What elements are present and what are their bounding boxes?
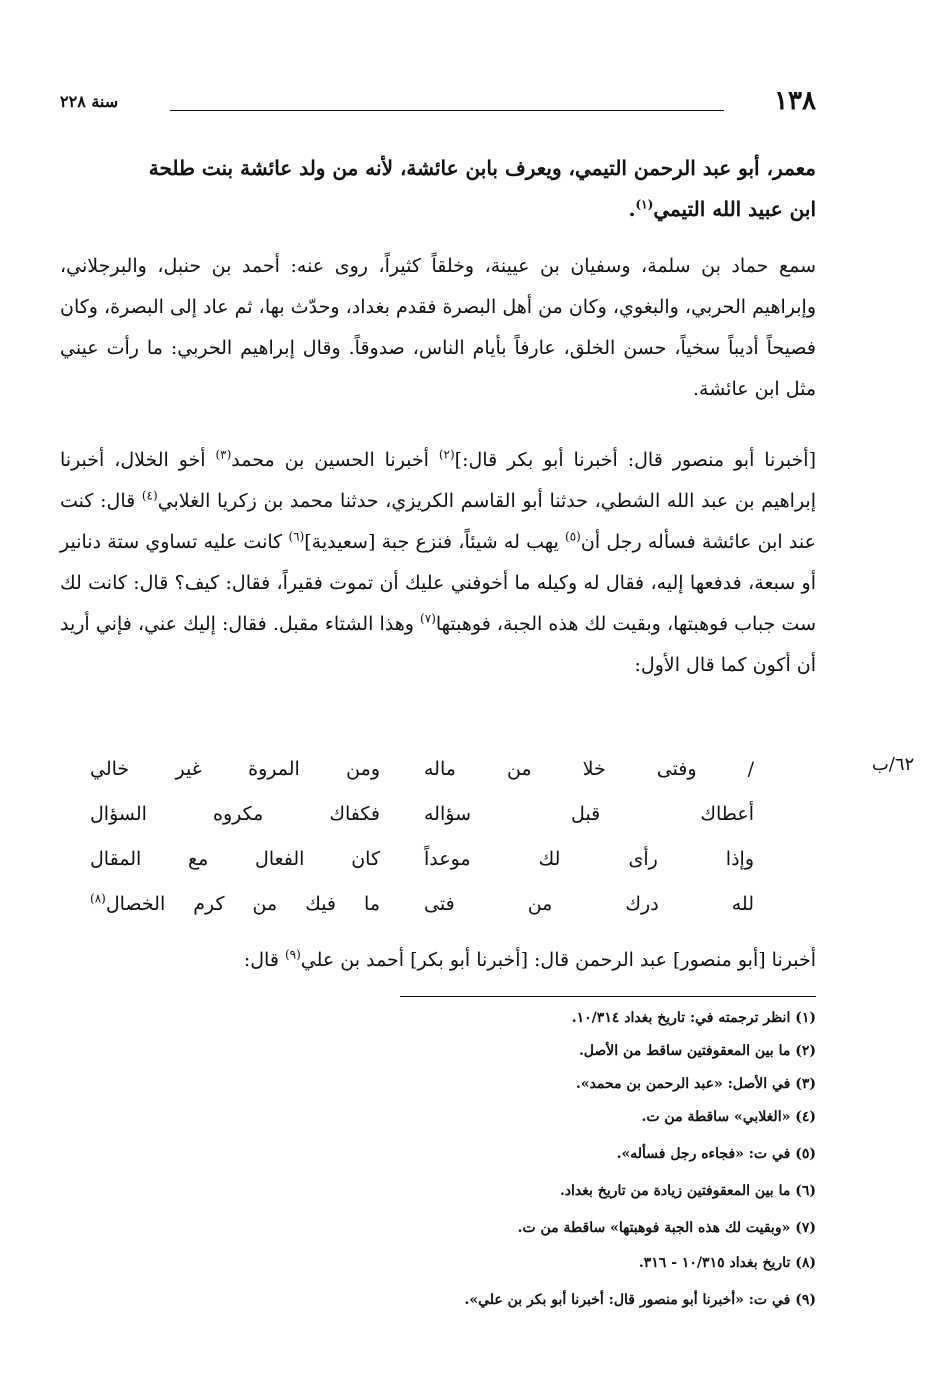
header-rule (170, 110, 724, 111)
verse-hemistich-right: لله درك من فتى (424, 893, 754, 915)
verse-line (90, 758, 754, 798)
footnote-3: (٣) في الأصل: «عبد الرحمن بن محمد». (575, 1076, 816, 1092)
footnote-ref-6[interactable]: (٦) (288, 529, 305, 544)
page-number: ١٣٨ (774, 86, 816, 116)
footnote-ref-7[interactable]: (٧) (420, 611, 436, 626)
verse-left-text: ما فيك من كرم الخصال (105, 893, 380, 915)
para3-segment-1: أخبرنا [أبو منصور] عبد الرحمن قال: [أخبرنا أبو بكر] أحمد بن علي (300, 949, 816, 971)
verse-hemistich-right: / وفتى خلا من ماله (424, 758, 754, 780)
manuscript-folio-marker: ٦٢/ب (871, 754, 915, 775)
para2-segment-7: وهذا الشتاء مقبل. فقال: إليك عني، فإني أريد أن أكون كما قال الأول: (60, 613, 816, 676)
bio-line-1: معمر، أبو عبد الرحمن التيمي، ويعرف بابن عائشة، لأنه من ولد عائشة بنت طلحة (148, 156, 816, 180)
footnote-4: (٤) «الغلابي» ساقطة من ت. (641, 1109, 816, 1125)
footnote-ref-8[interactable]: (٨) (90, 891, 106, 906)
para3-segment-2: قال: (243, 949, 285, 971)
footnote-2: (٢) ما بين المعقوفتين ساقط من الأصل. (578, 1043, 816, 1059)
para2-segment-3: أخو الخلال، أخبرنا إبراهيم بن عبد الله الشطي، حدثنا أبو القاسم الكريزي، حدثنا محمد بن زكريا الغلابي (60, 449, 816, 512)
footnote-9: (٩) في ت: «أخبرنا أبو منصور قال: أخبرنا أبو بكر بن علي». (464, 1292, 816, 1308)
verse-hemistich-left: ومن المروة غير خالي (90, 758, 380, 780)
footnote-ref-3[interactable]: (٣) (215, 447, 232, 462)
footnote-ref-1[interactable]: (١) (635, 197, 654, 212)
paragraph-3 (60, 940, 816, 981)
footnote-ref-2[interactable]: (٢) (438, 447, 455, 462)
verse-line (90, 893, 754, 933)
para2-segment-6: كانت عليه تساوي ستة دنانير أو سبعة، فدفعها إليه، فقال له وكيله ما أخوفني عليك أن تموت فقيراً، فقال: كيف؟ قال: كانت لك ست جباب فوهبتها، وبقيت لك هذه الجبة، فوهبتها (60, 531, 816, 635)
para2-segment-4: قال: كنت عند ابن عائشة فسأله رجل أن (60, 490, 816, 553)
bio-line-2-end: . (628, 197, 636, 221)
footnote-ref-9[interactable]: (٩) (284, 947, 301, 962)
footnote-7: (٧) «وبقيت لك هذه الجبة فوهبتها» ساقطة من ت. (517, 1220, 816, 1236)
footnote-5: (٥) في ت: «فجاءه رجل فسأله». (616, 1146, 816, 1162)
footnote-separator (400, 996, 816, 997)
verse-hemistich-right: وإذا رأى لك موعداً (424, 848, 754, 870)
paragraph-2 (60, 440, 816, 686)
footnote-1: (١) انظر ترجمته في: تاريخ بغداد ١٠/٣١٤. (571, 1010, 816, 1026)
verse-line (90, 803, 754, 843)
biography-heading (56, 148, 816, 230)
footnote-8: (٨) تاريخ بغداد ١٠/٣١٥ - ٣١٦. (638, 1255, 816, 1271)
paragraph-1: سمع حماد بن سلمة، وسفيان بن عيينة، وخلقاً كثيراً، روى عنه: أحمد بن حنبل، والبرجلاني، وإبراهيم الحربي، والبغوي، وكان من أهل البصرة فقدم بغداد، وحدّث بها، ثم عاد إلى البصرة، وكان فصيحاً أديباً سخياً، حسن الخلق، عارفاً بأيام الناس، صدوقاً. وقال إبراهيم الحربي: ما رأت عيني مثل ابن عائشة. (60, 255, 816, 400)
footnote-ref-4[interactable]: (٤) (141, 488, 158, 503)
year-label: سنة ٢٢٨ (60, 92, 119, 111)
para2-segment-1: [أخبرنا أبو منصور قال: أخبرنا أبو بكر قال:] (454, 449, 816, 471)
verse-hemistich-left: كان الفعال مع المقال (90, 848, 380, 870)
para2-segment-5: يهب له شيئاً، فنزع جبة [سعيدية] (304, 531, 566, 553)
page-header (60, 86, 816, 120)
verse-hemistich-right: أعطاك قبل سؤاله (424, 803, 754, 825)
bio-line-2: ابن عبيد الله التيمي (653, 197, 816, 221)
verse-line (90, 848, 754, 888)
footnote-ref-5[interactable]: (٥) (565, 529, 581, 544)
footnote-6: (٦) ما بين المعقوفتين زيادة من تاريخ بغداد. (559, 1183, 816, 1199)
verse-hemistich-left: فكفاك مكروه السؤال (90, 803, 380, 825)
para2-segment-2: أخبرنا الحسين بن محمد (231, 449, 439, 471)
verse-hemistich-left (90, 893, 380, 915)
